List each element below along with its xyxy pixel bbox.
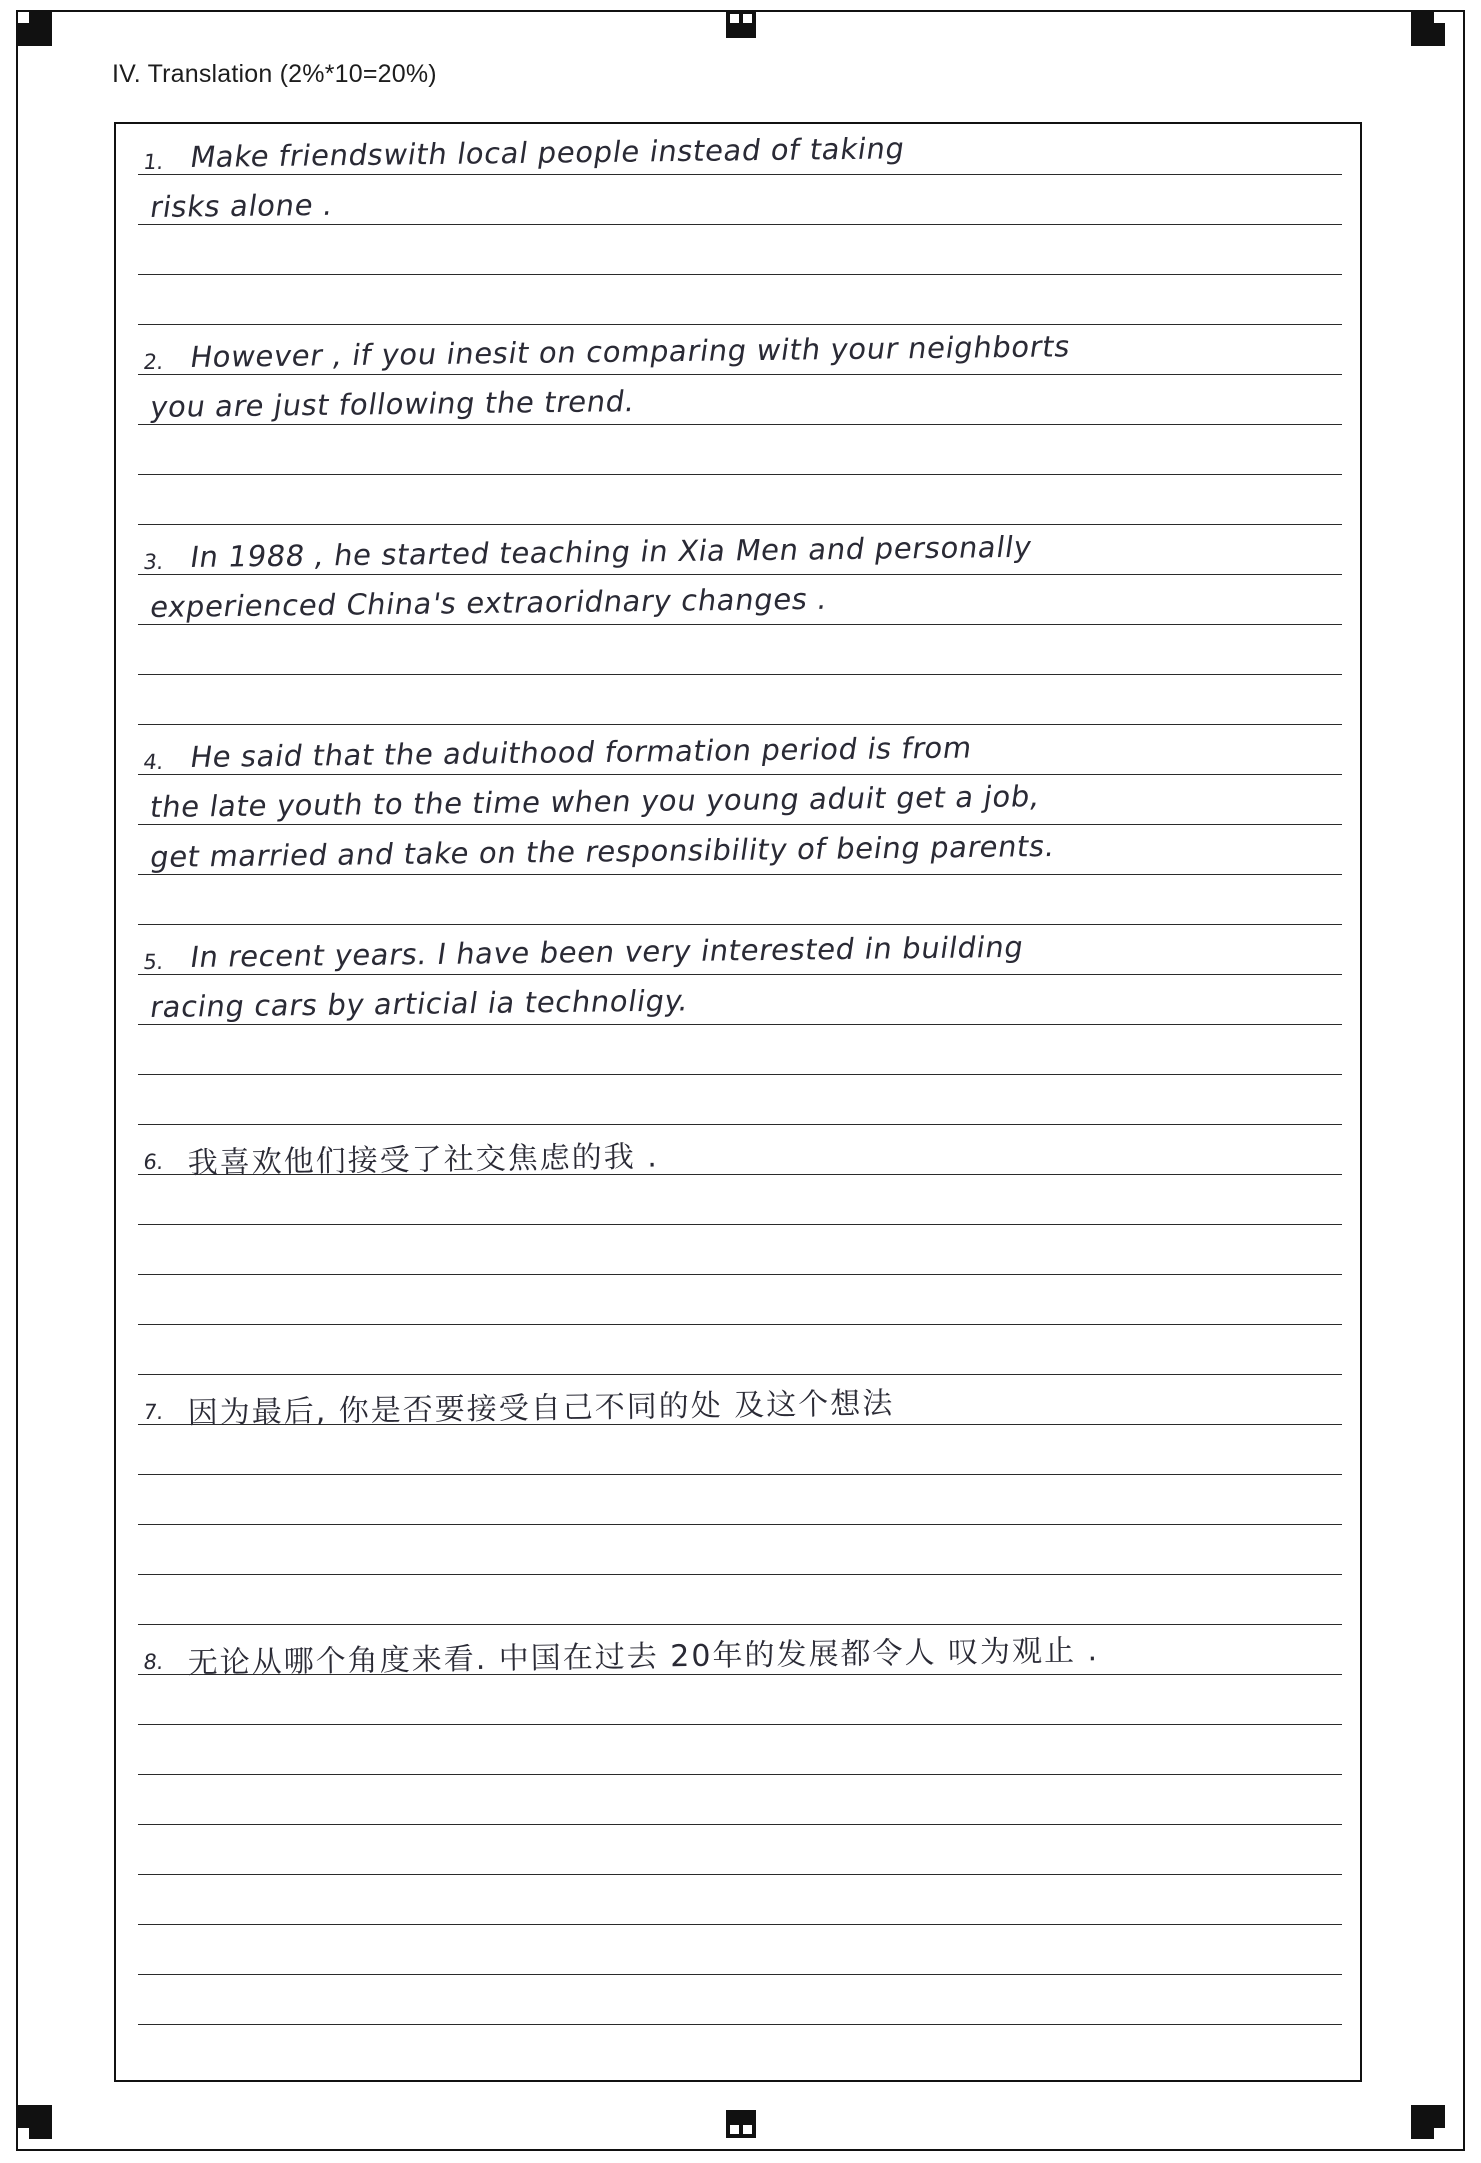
answer-text-line: get married and take on the responsibility of being parents.: [148, 828, 1058, 874]
answer-number: 3.: [142, 550, 165, 574]
answer-number: 5.: [142, 950, 165, 974]
answer-number: 2.: [142, 350, 165, 374]
answer-text-line: risks alone .: [148, 187, 336, 224]
answer-text-line: 我喜欢他们接受了社交焦虑的我 .: [187, 1139, 660, 1182]
answer-number: 4.: [142, 750, 165, 774]
registration-notch: [1434, 12, 1445, 23]
registration-notch: [730, 2125, 739, 2134]
answer-text-line: In 1988 , he started teaching in Xia Men and personally: [188, 529, 1035, 574]
registration-notch: [730, 14, 739, 23]
handwritten-answers: [116, 124, 1360, 2080]
answer-number: 7.: [142, 1400, 165, 1424]
answer-number: 1.: [142, 150, 165, 174]
registration-mark-bottom-right: [1411, 2105, 1445, 2139]
registration-mark-top-left: [18, 12, 52, 46]
registration-notch: [1434, 2128, 1445, 2139]
answer-text-line: the late youth to the time when you young aduit get a job,: [148, 779, 1043, 824]
answer-number: 8.: [142, 1650, 165, 1674]
answer-text-line: you are just following the trend.: [148, 384, 638, 424]
answer-text-line: However , if you inesit on comparing with your neighborts: [188, 329, 1073, 374]
section-heading: IV. Translation (2%*10=20%): [112, 60, 437, 88]
answer-text-line: In recent years. I have been very interested in building: [188, 929, 1027, 974]
registration-mark-bottom-left: [18, 2105, 52, 2139]
registration-mark-top-right: [1411, 12, 1445, 46]
answer-text-line: 无论从哪个角度来看. 中国在过去 20年的发展都令人 叹为观止 .: [187, 1633, 1100, 1682]
registration-mark-bottom-center: [726, 2110, 756, 2138]
answer-text-line: experienced China's extraoridnary changes .: [148, 581, 830, 624]
answer-text-line: Make friendswith local people instead of taking: [188, 131, 908, 174]
answer-text-line: racing cars by articial ia technoligy.: [148, 983, 691, 1024]
registration-notch: [743, 2125, 752, 2134]
registration-notch: [18, 2128, 29, 2139]
registration-notch: [743, 14, 752, 23]
answer-box: [114, 122, 1362, 2082]
registration-notch: [18, 12, 29, 23]
answer-number: 6.: [142, 1150, 165, 1174]
answer-text-line: 因为最后, 你是否要接受自己不同的处 及这个想法: [187, 1386, 895, 1432]
registration-mark-top-center: [726, 10, 756, 38]
answer-text-line: He said that the aduithood formation period is from: [188, 730, 975, 774]
